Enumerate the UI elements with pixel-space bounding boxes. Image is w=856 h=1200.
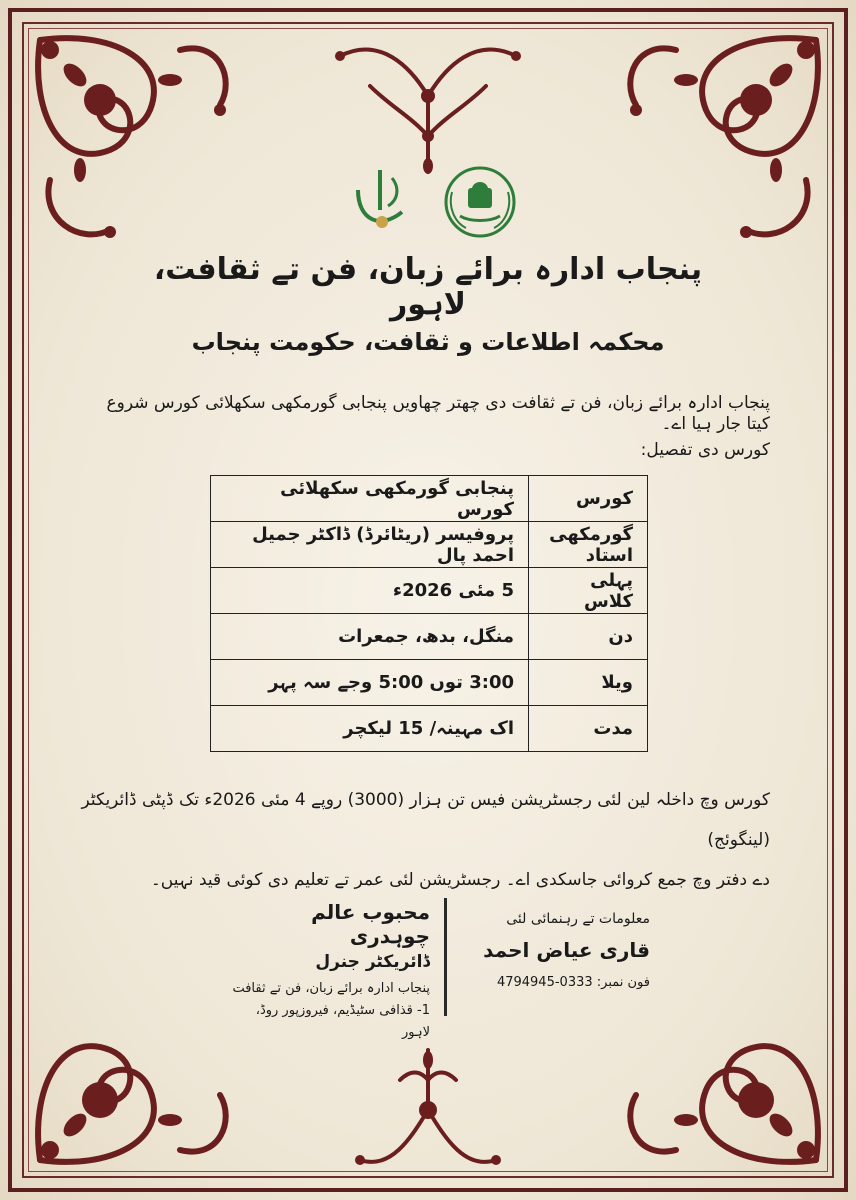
top-left-ornament [20,20,240,260]
table-row [211,522,648,568]
row-value: پنجابی گورمکھی سکھلائی کورس [211,476,529,522]
punjab-government-logo [440,162,520,242]
course-details-table [210,475,648,752]
director-organization: پنجاب ادارہ برائے زبان، فن تے ثقافت [232,981,430,996]
registration-line-1: کورس وچ داخلہ لین لئی رجسٹریشن فیس تن ہزار (3000) روپے 4 مئی 2026ء تک ڈپٹی ڈائریکٹر (لینگوئج) [81,790,770,850]
row-label: ویلا [529,660,648,706]
table-row [211,568,648,614]
registration-line-2: دے دفتر وچ جمع کروائی جاسکدی اے۔ رجسٹریشن لئی عمر تے تعلیم دی کوئی قید نہیں۔ [150,870,770,890]
row-value: پروفیسر (ریٹائرڈ) ڈاکٹر جمیل احمد پال [211,522,529,568]
intro-text: پنجاب ادارہ برائے زبان، فن تے ثقافت دی چھتر چھاویں پنجابی گورمکھی سکھلائی کورس شروع کیتا جار ہیا اے۔ [106,393,770,434]
contact-heading: معلومات تے رہنمائی لئی [506,911,650,927]
course-details-label: کورس دی تفصیل: [640,440,770,460]
row-value: 3:00 توں 5:00 وجے سہ پہر [211,660,529,706]
institute-title: پنجاب ادارہ برائے زبان، فن تے ثقافت، لاہور [153,252,703,322]
row-value: 5 مئی 2026ء [211,568,529,614]
table-row [211,476,648,522]
table-row [211,706,648,752]
row-label: دن [529,614,648,660]
top-center-ornament [330,26,526,176]
bottom-center-ornament [350,1040,506,1180]
row-label: کورس [529,476,648,522]
bottom-left-ornament [20,960,240,1180]
row-value: منگل، بدھ، جمعرات [211,614,529,660]
row-label: پہلی کلاس [529,568,648,614]
contact-block [460,900,650,994]
row-label: گورمکھی استاد [529,522,648,568]
director-title: ڈائریکٹر جنرل [315,952,430,972]
contact-phone: فون نمبر: 0333-4794945 [496,975,650,990]
registration-paragraph [80,780,770,900]
table-row [211,614,648,660]
signature-divider [444,898,447,1016]
institute-logo [340,160,420,240]
director-address: 1- قذافی سٹیڈیم، فیروزپور روڈ، لاہور [255,1003,430,1040]
director-signature-block [230,900,430,1044]
contact-name: قاری عیاض احمد [483,938,650,962]
row-value: اک مہینہ/ 15 لیکچر [211,706,529,752]
row-label: مدت [529,706,648,752]
top-right-ornament [616,20,836,260]
table-row [211,660,648,706]
director-name: محبوب عالم چوہدری [311,900,430,948]
department-title: محکمہ اطلاعات و ثقافت، حکومت پنجاب [191,328,665,356]
